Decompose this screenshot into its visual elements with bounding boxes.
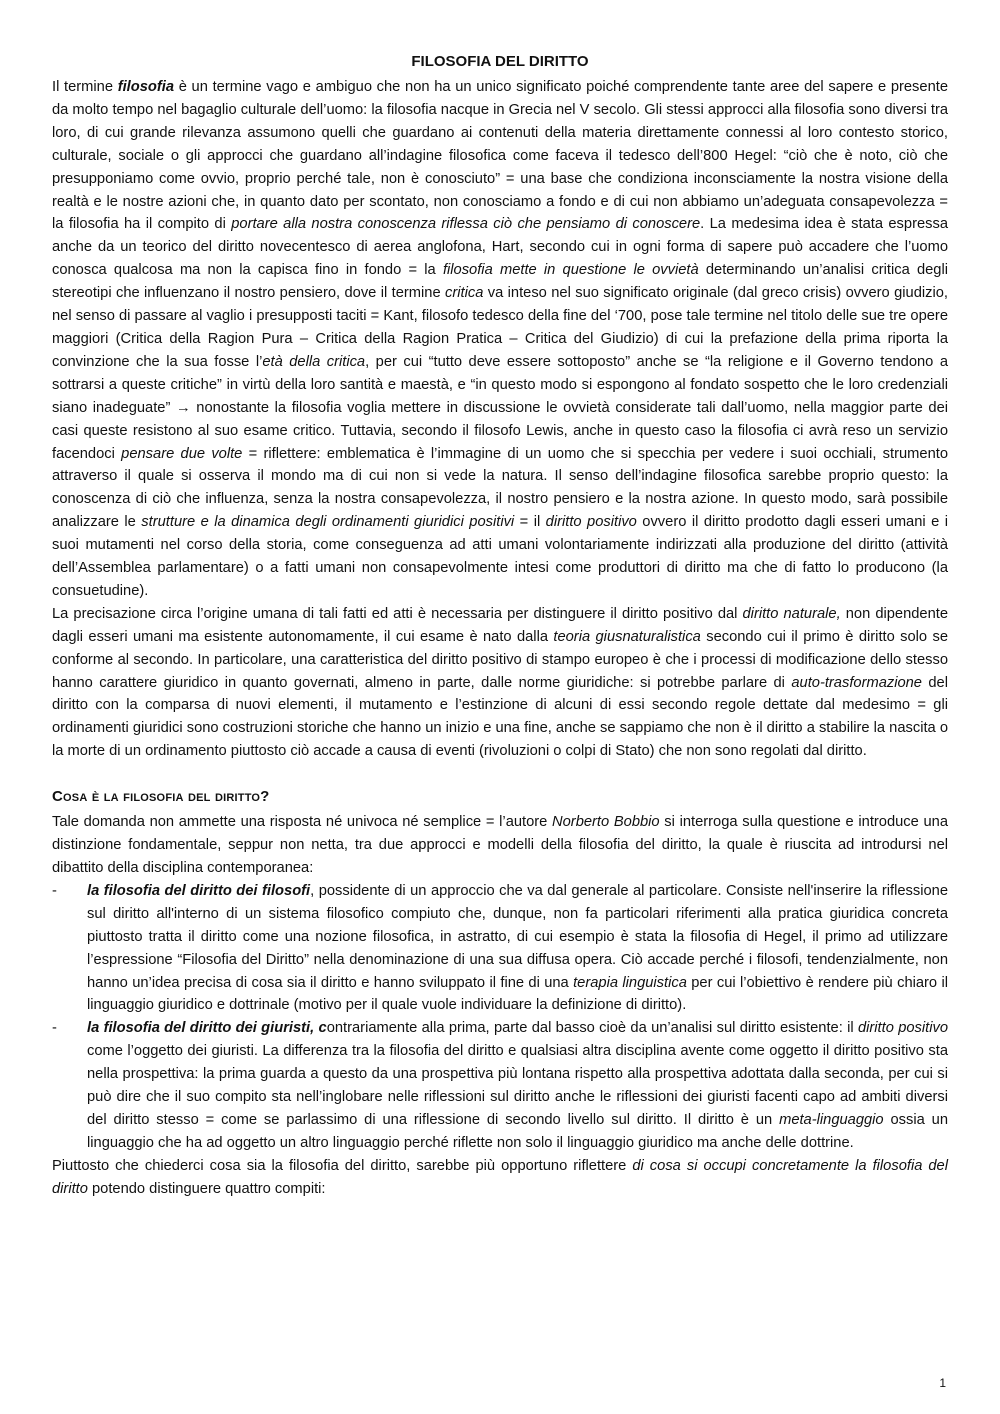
document-title: FILOSOFIA DEL DIRITTO <box>411 53 589 70</box>
section-heading: Cosa è la filosofia del diritto? <box>52 788 270 806</box>
text-run: = riflettere: emblematica è l’immagine di un uomo che si specchia per vedere i suoi occhiali, strumento attraverso il quale si osserva il mondo ma di cui non si vede la natura. Il senso dell’indagine filosofica sarebbe proprio questo: la conoscenza di ciò che influenza, senza la nostra consapevolezza, il nostro pensiero e la nostra azione. In questo modo, sarà possibile analizzare le <box>52 445 948 531</box>
emphasis-term: critica <box>445 285 484 302</box>
author-name: Norberto Bobbio <box>552 814 660 831</box>
text-run: ontrariamente alla prima, parte dal basso cioè da un’analisi sul diritto esistente: il <box>326 1020 858 1037</box>
text-run: potendo distinguere quattro compiti: <box>87 1180 326 1197</box>
approaches-list <box>52 880 948 1155</box>
text-run: come l’oggetto dei giuristi. La differenza tra la filosofia del diritto e qualsiasi altra disciplina avente come oggetto il diritto positivo sta nella prospettiva: la prima guarda a questo da una prospettiva più lontana rispetto alla prospettiva adottata dalla seconda, per cui si può dire che il suo compito sta nell’inglobare nelle riflessioni sul diritto anche le riflessioni dei giuristi facenti capo ad ambiti diversi del diritto stesso = come se parlassimo di una riflessione di secondo livello sul diritto. Il diritto è un <box>87 1043 948 1128</box>
list-item <box>52 880 948 1017</box>
emphasis-term: terapia linguistica <box>573 974 687 991</box>
text-run: Tale domanda non ammette una risposta né univoca né semplice = l’autore <box>52 814 553 831</box>
text-run: determinando un’analisi critica degli stereotipi che influenzano il nostro pensiero, dove il termine <box>52 262 948 302</box>
emphasis-phrase: età della critica <box>262 353 366 370</box>
emphasis-phrase: pensare due volte <box>121 445 243 462</box>
text-run: ovvero il diritto prodotto dagli esseri umani e i suoi mutamenti nel corso della storia, come conseguenza ad atti umani volontariamente indirizzati alla produzione del diritto (attività dell’Assemblea parlamentare) o a fatti umani non consapevolmente intesi come produttori di diritto ma che di fatto lo producono (la consuetudine). <box>52 514 948 599</box>
text-run: per cui l’obiettivo è rendere più chiaro il linguaggio giuridico e dottrinale (motivo per il quale vuole individuare la definizione di diritto). <box>87 974 949 1014</box>
list-marker: - <box>52 882 57 899</box>
text-run: secondo cui il primo è diritto solo se conforme al secondo. In particolare, una caratteristica del diritto positivo di stampo europeo è che i processi di modificazione dello stesso hanno carattere giuridico in quanto governati, almeno in parte, dalle norme giuridiche: si potrebbe parlare di <box>52 628 948 691</box>
emphasis-term: meta-linguaggio <box>779 1111 884 1128</box>
list-marker: - <box>52 1020 57 1037</box>
text-run: , possidente di un approccio che va dal generale al particolare. Consiste nell'inserire la riflessione sul diritto all'interno di un sistema filosofico compiuto che, dunque, non fa particolari riferimenti alla pratica giuridica concreta piuttosto tratta il diritto come una nozione filosofica, in astratto, di cui esempio è stata la filosofia di Hegel, il primo ad utilizzare l’espressione “Filosofia del Diritto” nella denominazione di una sua diffusa opera. Ciò accade perché i filosofi, tendenzialmente, non hanno un’idea precisa di cosa sia il diritto e hanno sviluppato il fine di una <box>87 882 948 991</box>
emphasis-term: la filosofia del diritto dei filosofi <box>87 882 311 899</box>
emphasis-phrase: di cosa si occupi concretamente la filosofia del diritto <box>52 1157 948 1197</box>
paragraph-intro <box>52 76 948 603</box>
emphasis-term: filosofia <box>117 79 175 95</box>
text-run: , per cui “tutto deve essere sottoposto” anche se “la religione e il Governo tendono a sottrarsi a queste critiche” in virtù della loro santità e maestà, e “in questo modo si espongono al fondato sospetto che le loro credenziali siano inadeguate” → nonostante la filosofia voglia mettere in discussione le ovvietà considerate tali dall’uomo, nella maggior parte dei casi queste resistono al suo esame critico. Tuttavia, secondo il filosofo Lewis, anche in questo caso la filosofia ci avrà reso un servizio facendoci <box>52 353 948 462</box>
emphasis-phrase: filosofia mette in questione le ovvietà <box>442 262 699 279</box>
text-run: Il termine <box>52 79 118 95</box>
text-run: si interroga sulla questione e introduce una distinzione fondamentale, seppur non netta, tra due approcci e modelli della filosofia del diritto, la quale è riuscita ad introdursi nel dibattito della disciplina contemporanea: <box>52 814 949 876</box>
text-run: La precisazione circa l’origine umana di tali fatti ed atti è necessaria per distinguere il diritto positivo dal <box>52 605 743 622</box>
text-run: del diritto con la comparsa di nuovi elementi, il mutamento e l’estinzione di alcuni di essi secondo regole dettate dal medesimo = gli ordinamenti giuridici sono costruzioni storiche che hanno un inizio e una fine, anche se sappiamo che non è il diritto a stabilire la nascita o la morte di un ordinamento piuttosto ciò accade a causa di eventi (rivoluzioni o colpi di Stato) che non sono regolati dal diritto. <box>52 674 948 760</box>
page-number: 1 <box>939 1376 946 1390</box>
text-run: Piuttosto che chiederci cosa sia la filosofia del diritto, sarebbe più opportuno riflettere <box>52 1157 633 1174</box>
text-run: non dipendente dagli esseri umani ma esistente autonomamente, il cui esame è nato dalla <box>52 605 949 645</box>
emphasis-phrase: strutture e la dinamica degli ordinamenti giuridici positivi <box>141 514 515 531</box>
paragraph-tasks <box>52 1155 948 1201</box>
list-item <box>52 1017 948 1154</box>
paragraph-natural-law <box>52 603 948 763</box>
emphasis-term: diritto positivo <box>545 514 637 531</box>
emphasis-term: teoria giusnaturalistica <box>553 628 701 645</box>
text-run: va inteso nel suo significato originale (dal greco crisis) ovvero giudizio, nel senso di passare al vaglio i presupposti taciti = Kant, filosofo tedesco della fine del ‘700, pose tale termine nel titolo delle sue tre opere maggiori (Critica della Ragion Pura – Critica della Ragion Pratica – Critica del Giudizio) di cui la prefazione della prima riporta la convinzione che la sua fosse l’ <box>52 285 948 370</box>
emphasis-term: diritto positivo <box>857 1020 948 1037</box>
text-run: ossia un linguaggio che ha ad oggetto un altro linguaggio perché riflette non solo il linguaggio giuridico ma anche delle dottrine. <box>87 1111 948 1151</box>
document-page <box>52 50 948 1201</box>
emphasis-term: auto-trasformazione <box>791 674 922 691</box>
text-run: è un termine vago e ambiguo che non ha un unico significato poiché comprendente tante aree del sapere e presente da molto tempo nel bagaglio culturale dell’uomo: la filosofia nacque in Grecia nel V secolo. Gli stessi approcci alla filosofia sono diversi tra loro, di cui grande rilevanza assumono quelli che guardano ai contenuti della materia direttamente connessi al loro contesto storico, culturale, sociale o gli approcci che guardano all’indagine filosofica come faceva il tedesco dell’800 Hegel: “ciò che è noto, ciò che presupponiamo come ovvio, proprio perché tale, non è conosciuto” = una base che condiziona inconsciamente la nostra visione della realtà e le nostre azioni che, in quanto dato per scontato, non conosciamo a fondo e di cui non abbiamo un’adeguata consapevolezza = la filosofia ha il compito di <box>52 79 948 233</box>
emphasis-term: diritto naturale, <box>742 605 841 622</box>
paragraph-bobbio <box>52 811 948 880</box>
text-run: = il <box>514 514 546 531</box>
emphasis-phrase: portare alla nostra conoscenza riflessa ciò che pensiamo di conoscere <box>231 216 701 233</box>
text-run: . La medesima idea è stata espressa anche da un teorico del diritto novecentesco di aerea anglofona, Hart, secondo cui in ogni forma di sapere può accadere che l’uomo conosca qualcosa ma non la capisca fino in fondo = la <box>52 216 948 279</box>
emphasis-term: la filosofia del diritto dei giuristi, c <box>87 1020 327 1037</box>
